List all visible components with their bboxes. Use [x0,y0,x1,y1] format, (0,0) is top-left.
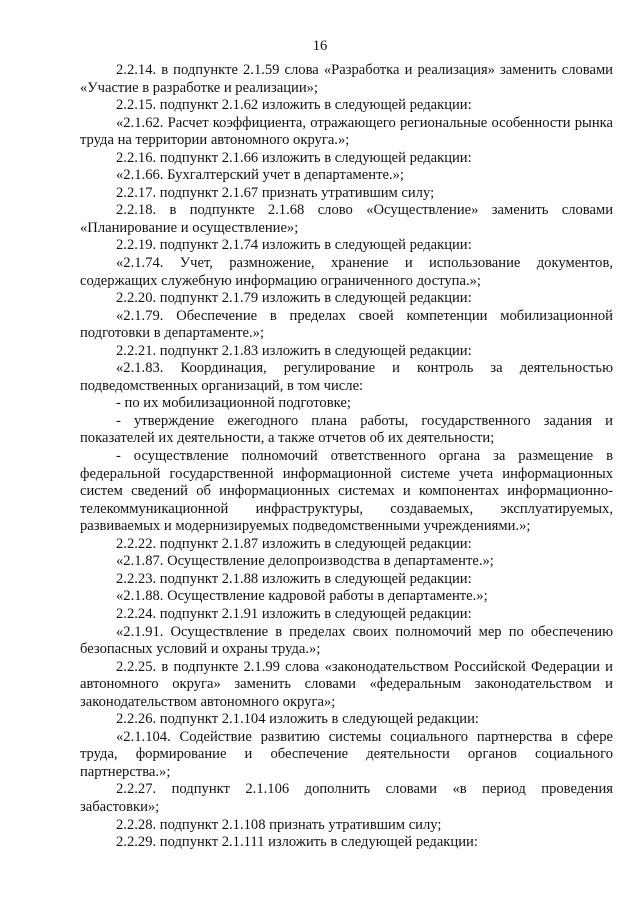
quote-2-1-66: «2.1.66. Бухгалтерский учет в департаменте.»; [116,167,404,184]
quote-2-1-83: «2.1.83. Координация, регулирование и контроль за деятельностью подведомственных организаций, в том числе: [80,360,613,394]
quote-2-1-87: «2.1.87. Осуществление делопроизводства в департаменте.»; [116,553,494,570]
paragraph-2-2-24: 2.2.24. подпункт 2.1.91 изложить в следующей редакции: [116,605,472,622]
paragraph-2-2-25: 2.2.25. в подпункте 2.1.99 слова «законодательством Российской Федерации и автономного округа» заменить словами «федеральным законодательством и законодательством автономного округа»; [80,658,613,710]
paragraph-2-2-20: 2.2.20. подпункт 2.1.79 изложить в следующей редакции: [116,290,472,307]
quote-2-1-74: «2.1.74. Учет, размножение, хранение и использование документов, содержащих служебную информацию ограниченного доступа.»; [80,255,613,289]
list-item-mobilization: - по их мобилизационной подготовке; [116,395,351,412]
paragraph-2-2-28: 2.2.28. подпункт 2.1.108 признать утратившим силу; [116,816,442,833]
paragraph-2-2-22: 2.2.22. подпункт 2.1.87 изложить в следующей редакции: [116,535,472,552]
paragraph-2-2-27: 2.2.27. подпункт 2.1.106 дополнить словами «в период проведения забастовки»; [80,781,613,815]
paragraph-2-2-18: 2.2.18. в подпункте 2.1.68 слово «Осуществление» заменить словами «Планирование и осуществление»; [80,202,613,236]
quote-2-1-79: «2.1.79. Обеспечение в пределах своей компетенции мобилизационной подготовки в департаменте.»; [80,307,613,342]
paragraph-2-2-15: 2.2.15. подпункт 2.1.62 изложить в следующей редакции: [116,97,472,114]
paragraph-2-2-14: 2.2.14. в подпункте 2.1.59 слова «Разработка и реализация» заменить словами «Участие в разработке и реализации»; [80,62,613,96]
paragraph-2-2-29: 2.2.29. подпункт 2.1.111 изложить в следующей редакции: [116,834,478,851]
list-item-information-systems: - осуществление полномочий ответственного органа за размещение в федеральной государственной информационной системе учета информационных систем сведений об информационных системах и компонентах информационно-телекоммуникационной инфраструктуры, создаваемых, эксплуатируемых, развиваемых и модернизируемых подведомственными учреждениями.»; [80,448,613,535]
list-item-annual-plan: - утверждение ежегодного плана работы, государственного задания и показателей их деятельности, а также отчетов об их деятельности; [80,412,613,447]
paragraph-2-2-23: 2.2.23. подпункт 2.1.88 изложить в следующей редакции: [116,570,472,587]
paragraph-2-2-26: 2.2.26. подпункт 2.1.104 изложить в следующей редакции: [116,711,479,728]
document-body [80,62,613,852]
quote-2-1-88: «2.1.88. Осуществление кадровой работы в департаменте.»; [116,588,488,605]
quote-2-1-62: «2.1.62. Расчет коэффициента, отражающего региональные особенности рынка труда на территории автономного округа.»; [80,114,613,149]
paragraph-2-2-21: 2.2.21. подпункт 2.1.83 изложить в следующей редакции: [116,342,472,359]
quote-2-1-104: «2.1.104. Содействие развитию системы социального партнерства в сфере труда, формирование и обеспечение деятельности органов социального партнерства.»; [80,728,613,780]
paragraph-2-2-19: 2.2.19. подпункт 2.1.74 изложить в следующей редакции: [116,237,472,254]
paragraph-2-2-17: 2.2.17. подпункт 2.1.67 признать утратившим силу; [116,184,435,201]
page-number: 16 [312,38,328,54]
quote-2-1-91: «2.1.91. Осуществление в пределах своих полномочий мер по обеспечению безопасных условий и охраны труда.»; [80,623,613,658]
paragraph-2-2-16: 2.2.16. подпункт 2.1.66 изложить в следующей редакции: [116,149,472,166]
